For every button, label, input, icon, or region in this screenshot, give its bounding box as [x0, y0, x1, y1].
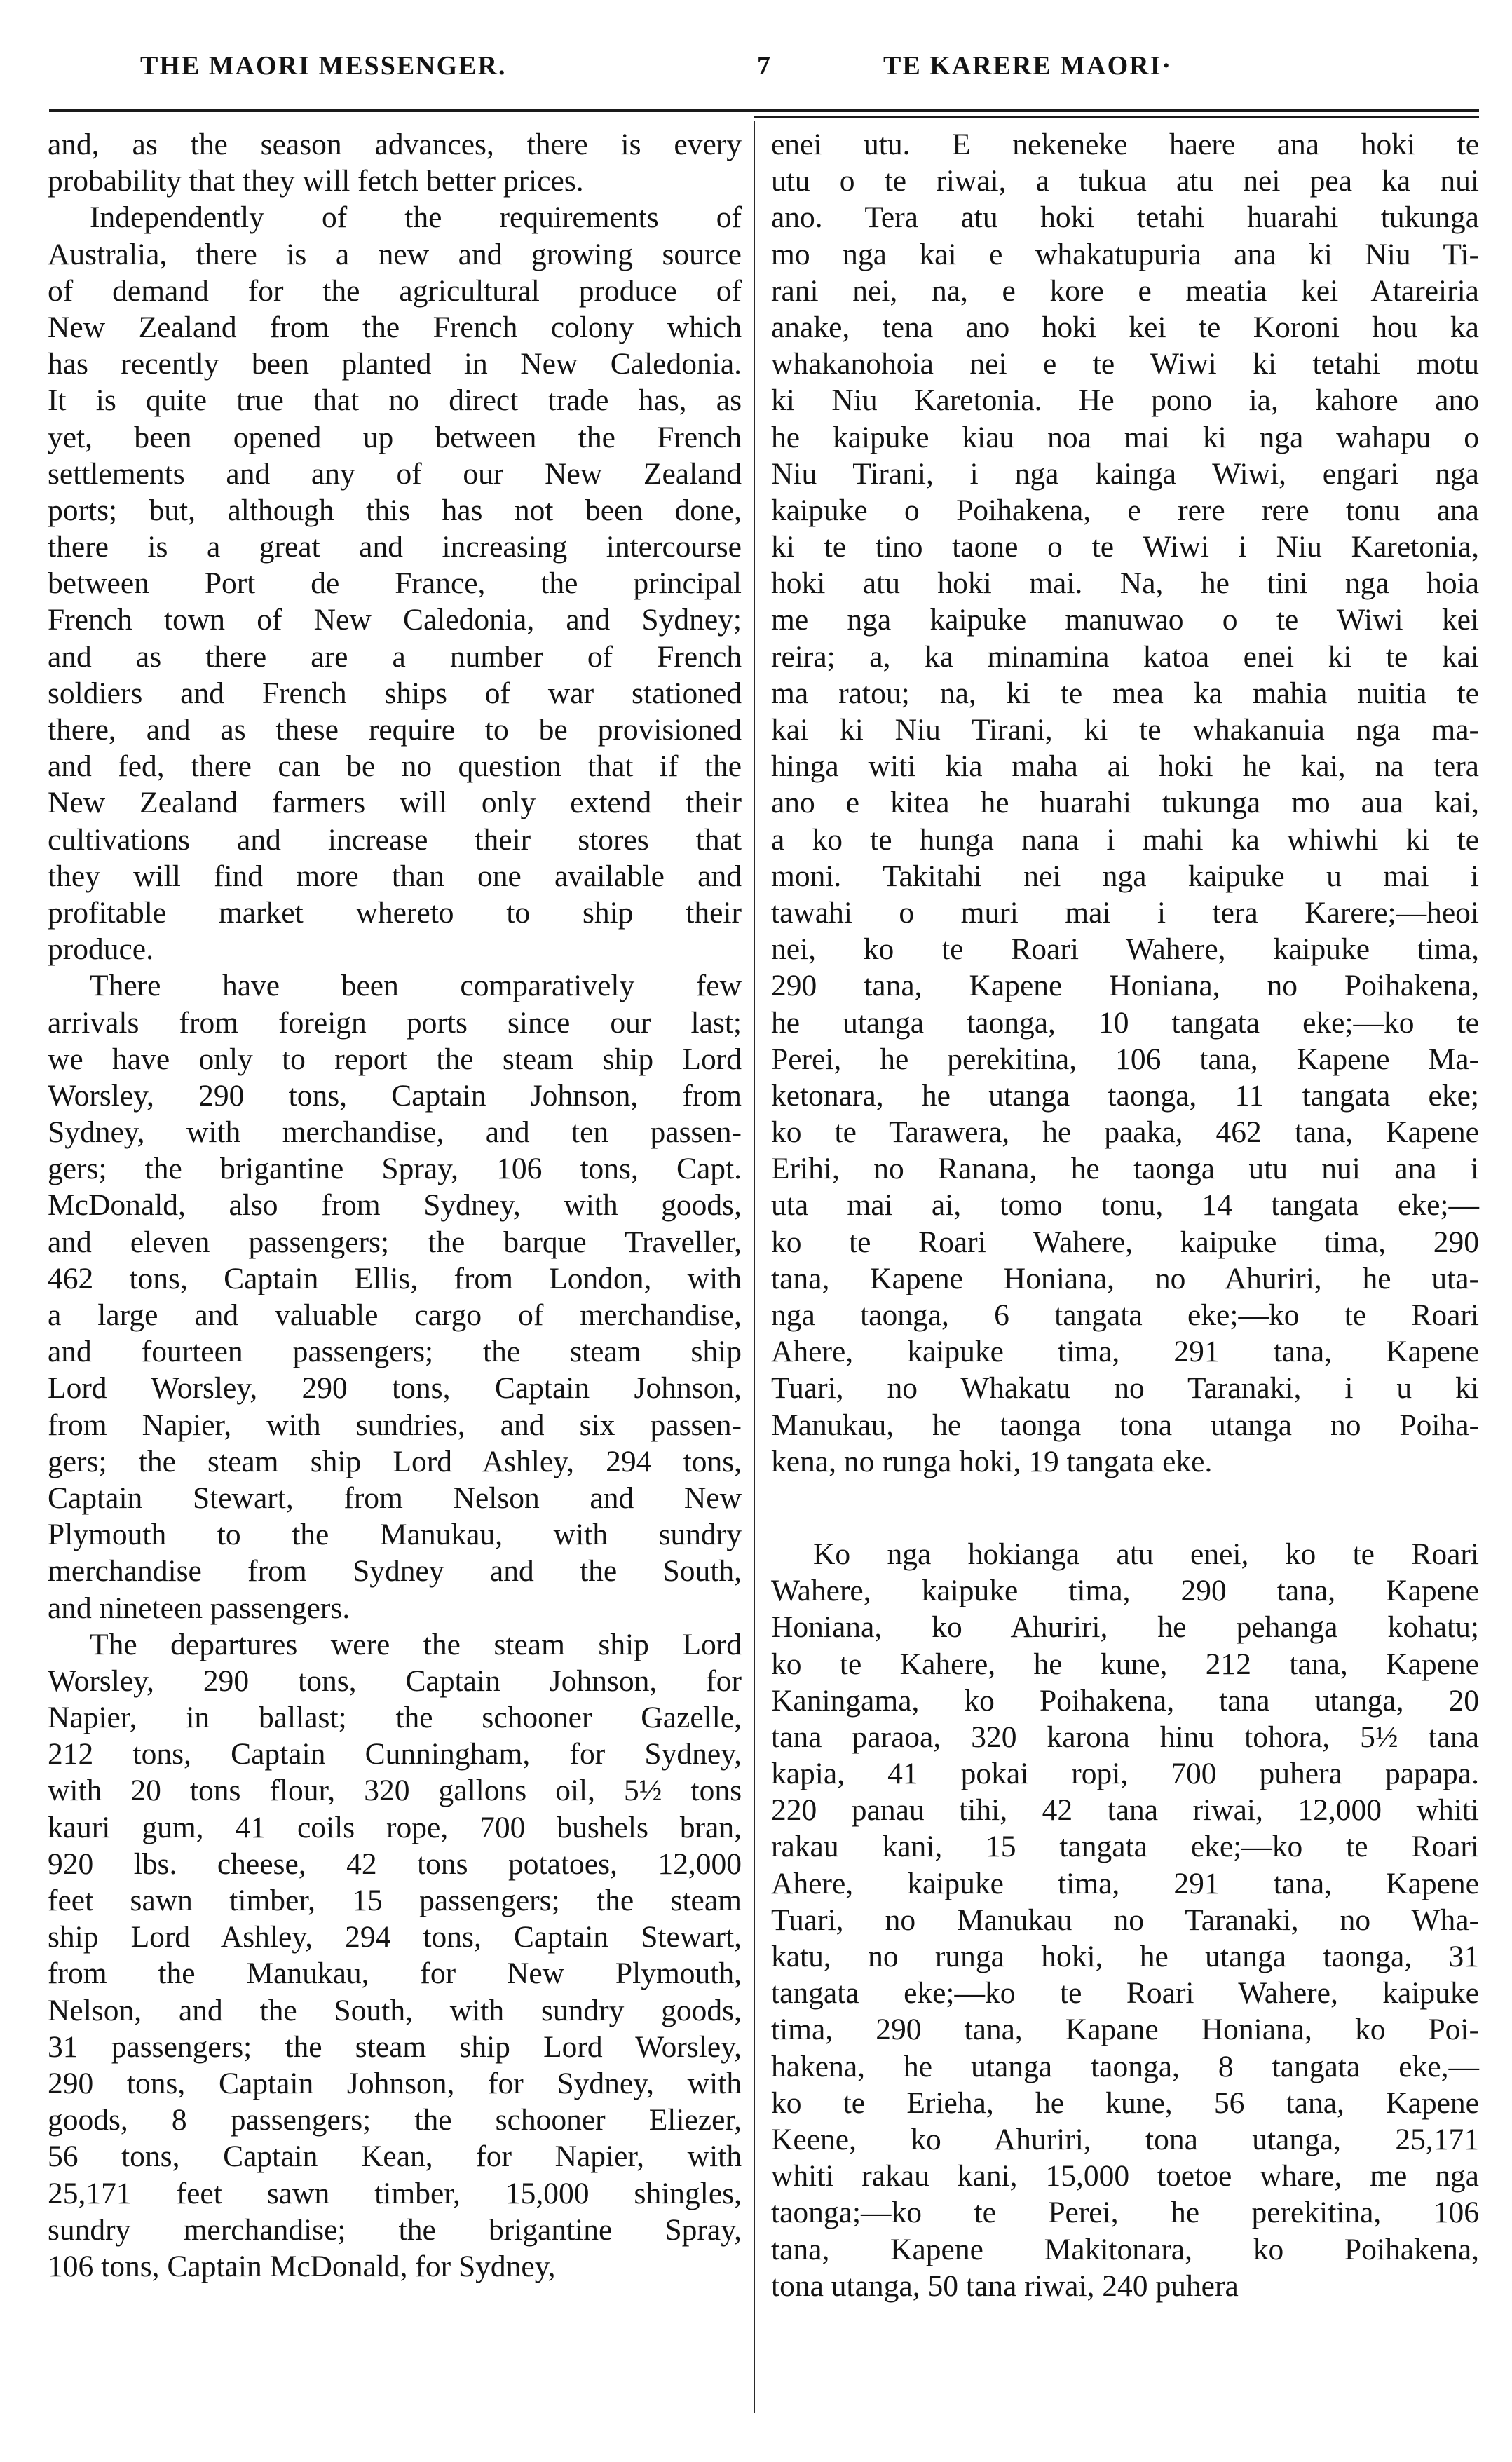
- text-line: a large and valuable cargo of merchandise,: [48, 1298, 742, 1332]
- text-line: kaipuke o Poihakena, e rere rere tonu ana: [771, 493, 1479, 527]
- text-line: kai ki Niu Tirani, ki te whakanuia nga ma-: [771, 713, 1479, 747]
- text-line: 212 tons, Captain Cunningham, for Sydney,: [48, 1737, 742, 1771]
- text-line: Erihi, no Ranana, he taonga utu nui ana i: [771, 1152, 1479, 1186]
- text-line: enei utu. E nekeneke haere ana hoki te: [771, 128, 1479, 161]
- text-line: rakau kani, 15 tangata eke;—ko te Roari: [771, 1830, 1479, 1864]
- text-line: ano e kitea he huarahi tukunga mo aua kai,: [771, 786, 1479, 820]
- text-line: cultivations and increase their stores that: [48, 822, 742, 857]
- text-line: Australia, there is a new and growing source: [48, 237, 742, 271]
- text-line: Manukau, he taonga tona utanga no Poiha-: [771, 1408, 1479, 1442]
- text-line: arrivals from foreign ports since our last;: [48, 1005, 742, 1040]
- text-line: uta mai ai, tomo tonu, 14 tangata eke;—: [771, 1188, 1479, 1223]
- text-line: profitable market whereto to ship their: [48, 895, 742, 930]
- text-line: anake, tena ano hoki kei te Koroni hou ka: [771, 310, 1479, 344]
- text-line: There have been comparatively few: [90, 969, 742, 1003]
- text-line: tana, Kapene Honiana, no Ahuriri, he uta-: [771, 1261, 1479, 1295]
- text-line: whiti rakau kani, 15,000 toetoe whare, me nga: [771, 2159, 1479, 2194]
- text-line: ma ratou; na, ki te mea ka mahia nuitia te: [771, 676, 1479, 710]
- text-line: Napier, in ballast; the schooner Gazelle,: [48, 1701, 742, 1735]
- text-line: Plymouth to the Manukau, with sundry: [48, 1518, 742, 1552]
- text-line: has recently been planted in New Caledonia.: [48, 347, 742, 381]
- text-line: ki Niu Karetonia. He pono ia, kahore ano: [771, 383, 1479, 418]
- text-line: tima, 290 tana, Kapane Honiana, ko Poi-: [771, 2013, 1479, 2047]
- text-line: a ko te hunga nana i mahi ka whiwhi ki te: [771, 822, 1479, 857]
- paragraph: [771, 1536, 1479, 2304]
- text-line: Lord Worsley, 290 tons, Captain Johnson,: [48, 1371, 742, 1406]
- text-line: Ahere, kaipuke tima, 291 tana, Kapene: [771, 1866, 1479, 1900]
- text-line: mo nga kai e whakatupuria ana ki Niu Ti-: [771, 237, 1479, 271]
- header-rule-secondary: [754, 116, 1479, 118]
- column-divider: [754, 121, 755, 2413]
- text-line: gers; the brigantine Spray, 106 tons, Capt.: [48, 1152, 742, 1186]
- text-line: Worsley, 290 tons, Captain Johnson, for: [48, 1664, 742, 1698]
- text-line: Kaningama, ko Poihakena, tana utanga, 20: [771, 1683, 1479, 1718]
- text-line: reira; a, ka minamina katoa enei ki te kai: [771, 639, 1479, 674]
- text-line: 31 passengers; the steam ship Lord Worsley,: [48, 2029, 742, 2064]
- paragraph: [48, 199, 742, 967]
- text-line: and fourteen passengers; the steam ship: [48, 1335, 742, 1369]
- text-line: kena, no runga hoki, 19 tangata eke.: [771, 1444, 1213, 1478]
- text-line: he utanga taonga, 10 tangata eke;—ko te: [771, 1005, 1479, 1040]
- text-line: tawahi o muri mai i tera Karere;—heoi: [771, 895, 1479, 930]
- text-line: New Zealand from the French colony which: [48, 310, 742, 344]
- text-line: 462 tons, Captain Ellis, from London, with: [48, 1261, 742, 1295]
- text-line: of demand for the agricultural produce of: [48, 273, 742, 308]
- text-line: French town of New Caledonia, and Sydney;: [48, 603, 742, 637]
- text-line: Ahere, kaipuke tima, 291 tana, Kapene: [771, 1335, 1479, 1369]
- text-line: moni. Takitahi nei nga kaipuke u mai i: [771, 859, 1479, 893]
- text-line: Perei, he perekitina, 106 tana, Kapene Ma-: [771, 1042, 1479, 1076]
- text-line: 106 tons, Captain McDonald, for Sydney,: [48, 2249, 556, 2283]
- text-line: ko te Roari Wahere, kaipuke tima, 290: [771, 1225, 1479, 1259]
- text-line: ports; but, although this has not been done,: [48, 493, 742, 527]
- text-line: taonga;—ko te Perei, he perekitina, 106: [771, 2196, 1479, 2230]
- text-line: 25,171 feet sawn timber, 15,000 shingles,: [48, 2176, 742, 2210]
- text-line: New Zealand farmers will only extend their: [48, 786, 742, 820]
- text-line: probability that they will fetch better prices.: [48, 164, 584, 198]
- text-line: 56 tons, Captain Kean, for Napier, with: [48, 2140, 742, 2174]
- text-line: utu o te riwai, a tukua atu nei pea ka nui: [771, 164, 1479, 198]
- text-line: katu, no runga hoki, he utanga taonga, 31: [771, 1940, 1479, 1973]
- text-line: we have only to report the steam ship Lord: [48, 1042, 742, 1076]
- text-line: nga taonga, 6 tangata eke;—ko te Roari: [771, 1298, 1479, 1332]
- maori-column: [771, 126, 1479, 2304]
- text-line: gers; the steam ship Lord Ashley, 294 tons,: [48, 1444, 742, 1478]
- text-line: whakanohoia nei e te Wiwi ki tetahi motu: [771, 347, 1479, 381]
- text-line: sundry merchandise; the brigantine Spray,: [48, 2212, 742, 2247]
- text-line: Keene, ko Ahuriri, tona utanga, 25,171: [771, 2122, 1479, 2156]
- text-line: merchandise from Sydney and the South,: [48, 1554, 742, 1589]
- text-line: they will find more than one available and: [48, 859, 742, 893]
- text-line: ketonara, he utanga taonga, 11 tangata eke;: [771, 1078, 1479, 1113]
- english-column: [48, 126, 742, 2285]
- text-line: 920 lbs. cheese, 42 tons potatoes, 12,000: [48, 1846, 742, 1881]
- text-line: kapia, 41 pokai ropi, 700 puhera papapa.: [771, 1757, 1479, 1791]
- text-line: and eleven passengers; the barque Traveller,: [48, 1225, 742, 1259]
- paragraph: [48, 967, 742, 1626]
- text-line: kauri gum, 41 coils rope, 700 bushels bran,: [48, 1810, 742, 1844]
- text-line: hakena, he utanga taonga, 8 tangata eke,—: [771, 2049, 1479, 2083]
- text-line: goods, 8 passengers; the schooner Eliezer,: [48, 2103, 742, 2137]
- text-line: nei, ko te Roari Wahere, kaipuke tima,: [771, 932, 1479, 967]
- text-line: tana paraoa, 320 karona hinu tohora, 5½ tana: [771, 1720, 1479, 1754]
- text-line: from the Manukau, for New Plymouth,: [48, 1957, 742, 1991]
- text-line: hinga witi kia maha ai hoki he kai, na tera: [771, 749, 1479, 784]
- text-line: there is a great and increasing intercourse: [48, 530, 742, 564]
- text-line: ko te Erieha, he kune, 56 tana, Kapene: [771, 2086, 1479, 2120]
- text-line: me nga kaipuke manuwao o te Wiwi kei: [771, 603, 1479, 637]
- text-line: Wahere, kaipuke tima, 290 tana, Kapene: [771, 1574, 1479, 1608]
- text-line: Tuari, no Whakatu no Taranaki, i u ki: [771, 1371, 1479, 1406]
- text-line: It is quite true that no direct trade has, as: [48, 383, 742, 418]
- header-title-maori: TE KARERE MAORI·: [883, 51, 1173, 81]
- text-line: Tuari, no Manukau no Taranaki, no Wha-: [771, 1903, 1479, 1937]
- text-line: rani nei, na, e kore e meatia kei Atareiria: [771, 273, 1479, 308]
- text-line: ki te tino taone o te Wiwi i Niu Karetonia,: [771, 530, 1479, 564]
- page-header: [49, 50, 1479, 93]
- paragraph: [48, 126, 742, 199]
- paragraph: [48, 1626, 742, 2285]
- paragraph: [771, 126, 1479, 1480]
- text-line: and nineteen passengers.: [48, 1591, 350, 1625]
- text-line: feet sawn timber, 15 passengers; the steam: [48, 1884, 742, 1917]
- text-line: hoki atu hoki mai. Na, he tini nga hoia: [771, 566, 1479, 601]
- text-line: between Port de France, the principal: [48, 566, 742, 601]
- text-line: 290 tana, Kapene Honiana, no Poihakena,: [771, 969, 1479, 1003]
- text-line: 290 tons, Captain Johnson, for Sydney, with: [48, 2066, 742, 2100]
- text-line: ko te Tarawera, he paaka, 462 tana, Kapene: [771, 1115, 1479, 1150]
- text-line: The departures were the steam ship Lord: [90, 1627, 742, 1661]
- text-line: and as there are a number of French: [48, 639, 742, 674]
- text-line: Honiana, ko Ahuriri, he pehanga kohatu;: [771, 1610, 1479, 1645]
- text-line: settlements and any of our New Zealand: [48, 456, 742, 491]
- text-line: from Napier, with sundries, and six passen-: [48, 1408, 742, 1442]
- text-line: soldiers and French ships of war stationed: [48, 676, 742, 710]
- text-line: 220 panau tihi, 42 tana riwai, 12,000 whiti: [771, 1793, 1479, 1828]
- header-title-english: THE MAORI MESSENGER.: [140, 51, 507, 81]
- text-line: Captain Stewart, from Nelson and New: [48, 1481, 742, 1515]
- text-line: with 20 tons flour, 320 gallons oil, 5½ tons: [48, 1774, 742, 1808]
- text-line: Independently of the requirements of: [90, 200, 742, 235]
- text-line: and fed, there can be no question that if the: [48, 749, 742, 784]
- text-line: and, as the season advances, there is every: [48, 128, 742, 161]
- text-line: Nelson, and the South, with sundry goods,: [48, 1993, 742, 2027]
- text-line: tana, Kapene Makitonara, ko Poihakena,: [771, 2232, 1479, 2266]
- text-line: ko te Kahere, he kune, 212 tana, Kapene: [771, 1647, 1479, 1681]
- text-line: produce.: [48, 932, 154, 967]
- text-line: tangata eke;—ko te Roari Wahere, kaipuke: [771, 1976, 1479, 2011]
- text-line: Sydney, with merchandise, and ten passen-: [48, 1115, 742, 1150]
- text-line: Niu Tirani, i nga kainga Wiwi, engari nga: [771, 456, 1479, 491]
- text-line: ship Lord Ashley, 294 tons, Captain Stewart,: [48, 1920, 742, 1954]
- text-line: Ko nga hokianga atu enei, ko te Roari: [813, 1537, 1479, 1571]
- header-rule: [49, 109, 1479, 112]
- text-line: McDonald, also from Sydney, with goods,: [48, 1188, 742, 1223]
- text-line: tona utanga, 50 tana riwai, 240 puhera: [771, 2269, 1239, 2303]
- text-line: yet, been opened up between the French: [48, 420, 742, 454]
- text-line: he kaipuke kiau noa mai ki nga wahapu o: [771, 420, 1479, 454]
- text-line: there, and as these require to be provisioned: [48, 713, 742, 747]
- text-line: Worsley, 290 tons, Captain Johnson, from: [48, 1078, 742, 1113]
- paragraph-gap: [771, 1480, 1479, 1536]
- text-line: ano. Tera atu hoki tetahi huarahi tukunga: [771, 200, 1479, 235]
- page-number: 7: [757, 51, 772, 81]
